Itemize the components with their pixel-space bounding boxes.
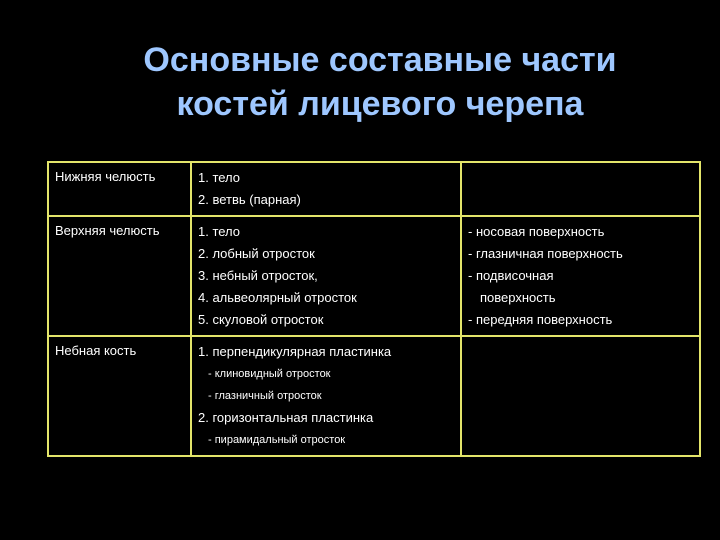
table-row [48,216,700,336]
title-line-1: Основные составные части [143,41,617,79]
bone-name-cell [48,162,191,216]
surface-item: - подвисочная [468,268,554,283]
bones-table [47,161,701,457]
subpart-item: - пирамидальный отросток [208,434,346,446]
bone-name: Верхняя челюсть [55,223,160,238]
bone-name: Нижняя челюсть [55,169,156,184]
part-item: 2. ветвь (парная) [198,192,301,207]
bone-name-cell [48,216,191,336]
bone-surfaces-cell [461,216,700,336]
surface-item: - носовая поверхность [468,224,605,239]
part-item: 1. тело [198,170,241,185]
surface-item: поверхность [480,290,556,305]
bone-parts-cell [191,162,461,216]
table-row [48,336,700,456]
title-line-2: костей лицевого черепа [176,85,584,123]
part-item: 1. перпендикулярная пластинка [198,344,392,359]
part-item: 2. лобный отросток [198,246,315,261]
bone-parts-cell [191,336,461,456]
part-item: 2. горизонтальная пластинка [198,410,374,425]
part-item: 4. альвеолярный отросток [198,290,357,305]
subpart-item: - глазничный отросток [208,390,322,402]
table-row [48,162,700,216]
bone-surfaces-cell [461,336,700,456]
bone-parts-cell [191,216,461,336]
bone-name: Небная кость [55,343,137,358]
slide-title [0,38,720,126]
surface-item: - передняя поверхность [468,312,613,327]
surface-item: - глазничная поверхность [468,246,623,261]
part-item: 1. тело [198,224,241,239]
subpart-item: - клиновидный отросток [208,368,331,380]
part-item: 3. небный отросток, [198,268,318,283]
part-item: 5. скуловой отросток [198,312,324,327]
bone-name-cell [48,336,191,456]
bone-surfaces-cell [461,162,700,216]
